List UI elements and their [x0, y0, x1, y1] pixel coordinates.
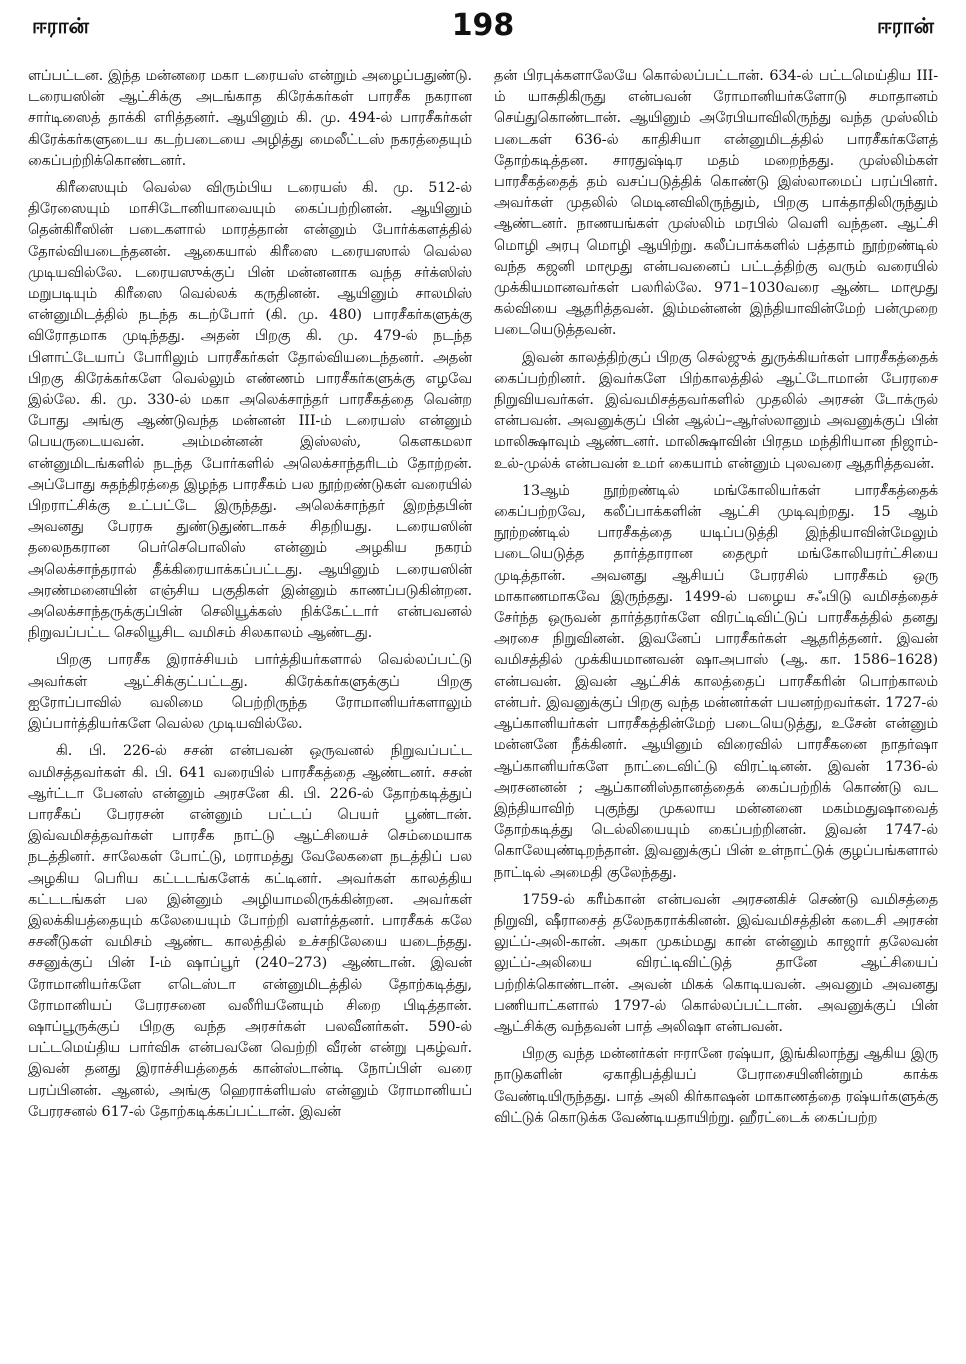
paragraph: ளப்பட்டன. இந்த மன்னரை மகா டரையஸ் என்றும் அழைப்பதுண்டு. டரையஸின் ஆட்சிக்கு அடங்காத கிரேக்கர்கள் பாரசீக நகரான சார்டிஸைத் தாக்கி எரித்தனர். ஆயினும் கி. மு. 494-ல் பாரசீகர்கள் கிரேக்கர்களுடைய கடற்படையை அழித்து மைலீட்டஸ் நகரத்தையும் கைப்பற்றிக்கொண்டனர். — [28, 68, 472, 169]
paragraph: பிறகு பாரசீக இராச்சியம் பார்த்தியர்களால் வெல்லப்பட்டு அவர்கள் ஆட்சிக்குட்பட்டது. கிரேக்கர்களுக்குப் பிறகு ஐரோப்பாவில் வலிமை பெற்றிருந்த ரோமானியர்களாலும் இப்பார்த்தியர்களே வெல்ல முடியவில்லே. — [28, 652, 472, 733]
paragraph: இவன் காலத்திற்குப் பிறகு செல்ஜுக் துருக்கியர்கள் பாரசீகத்தைக் கைப்பற்றினர். இவர்களே பிற்காலத்தில் ஆட்டோமான் பேரரசை நிறுவியவர்கள். இவ்வமிசத்தவர்களில் முதலில் அரசன் டோக்ருல் என்பவன். அவனுக்குப் பின் ஆல்ப்–ஆர்ஸ்லானும் அவனுக்குப் பின் மாலிக்ஷாவும் ஆண்டனர். மாலிக்ஷாவின் பிரதம மந்திரியான நிஜாம்-உல்-முல்க் என்பவன் உமர் கையாம் என்னும் புலவரை ஆதரித்தவன். — [494, 349, 938, 472]
page-number: 198 — [451, 8, 515, 43]
paragraph: தன் பிரபுக்களாலேயே கொல்லப்பட்டான். 634-ல் பட்டமெய்திய III-ம் யாசுதிகிருது என்பவன் ரோமானியர்களோடு சமாதானம் செய்துகொண்டான். ஆயினும் அரேபியாவிலிருந்து வந்த முஸ்லிம் படைகள் 636-ல் காதிசியா என்னுமிடத்தில் பாரசீகர்களேத் தோற்கடித்தன. சாரதுஷ்டிர மதம் மறைந்தது. முஸ்லிம்கள் பாரசீகத்தைத் தம் வசப்படுத்திக் கொண்டு இஸ்லாமைப் பரப்பினர். அவர்கள் முதலில் மெடினவிலிருந்தும், பிறகு பாக்தாதிலிருந்தும் ஆண்டனர். நாணயங்கள் முஸ்லிம் மரபில் வெளி வந்தன. ஆட்சி மொழி அரபு மொழி ஆயிற்று. கலீப்பாக்களில் பத்தாம் நூற்றண்டில் வந்த கஜனி மாமூது என்பவனைப் பட்டத்திற்கு வரும் வரையில் முக்கியமானவர்கள் பலரில்லே. 971–1030வரை ஆண்ட மாமூது கல்வியை ஆதரித்தவன். இம்மன்னன் இந்தியாவின்மேற் பன்முறை படையெடுத்தவன். — [494, 68, 938, 339]
right-column — [494, 66, 938, 1356]
page-header — [0, 0, 966, 60]
running-head-left: ஈரான் — [32, 14, 89, 38]
running-head-right: ஈரான் — [877, 14, 934, 38]
paragraph: பிறகு வந்த மன்னர்கள் ஈரானே ரஷ்யா, இங்கிலாந்து ஆகிய இரு நாடுகளின் ஏகாதிபத்தியப் பேராசையினின்றும் காக்க வேண்டியிருந்தது. பாத் அலி கிர்காஷன் மாகாணத்தை ரஷ்யர்களுக்கு விட்டுக் கொடுக்க வேண்டியதாயிற்று. ஹீரட்டைக் கைப்பற்ற — [494, 1046, 938, 1126]
paragraph: கி. பி. 226-ல் சசன் என்பவன் ஒருவனல் நிறுவப்பட்ட வமிசத்தவர்கள் கி. பி. 641 வரையில் பாரசீகத்தை ஆண்டனர். சசன் ஆர்ட்டா பேனஸ் என்னும் அரசனே கி. பி. 226-ல் தோற்கடித்துப் பாரசீகப் பேரரசன் என்னும் பட்டப் பெயர் பூண்டான். இவ்வமிசத்தவர்கள் பாரசீக நாட்டு ஆட்சியைச் செம்மையாக நடத்தினர். சாலேகள் போட்டு, மராமத்து வேலேகளை நடத்திப் பல அழகிய பெரிய கட்டடங்களேக் கட்டினர். அவர்கள் காலத்திய கட்டடங்கள் பல இன்னும் அழியாமலிருக்கின்றன. அவர்கள் இலக்கியத்தையும் கலேயையும் போற்றி வளர்த்தனர். பாரசீகக் கலே சசனீடுகள் வமிசம் ஆண்ட காலத்தில் உச்சநிலேயை யடைந்தது. சசனுக்குப் பின் I-ம் ஷாப்பூர் (240–273) ஆண்டான். இவன் ரோமானியர்களே எடெஸ்டா என்னுமிடத்தில் தோற்கடித்து, ரோமானியப் பேரரசனை வலீரியனேயும் சிறை பிடித்தான். ஷாப்பூருக்குப் பிறகு வந்த அரசர்கள் பலவீனர்கள். 590-ல் பட்டமெய்திய பார்விசு என்பவனே வெற்றி வீரன் என்று புகழ்வர். இவன் தனது இராச்சியத்தைக் கான்ஸ்டான்டி நோப்பிள் வரை பரப்பினன். ஆனல், அங்கு ஹெராக்ளியஸ் என்னும் ரோமானியப் பேரரசனல் 617-ல் தோற்கடிக்கப்பட்டான். இவன் — [28, 743, 472, 1120]
paragraph: கிரீஸையும் வெல்ல விரும்பிய டரையஸ் கி. மு. 512-ல் திரேஸையும் மாசிடோனியாவையும் கைப்பற்றினன். ஆயினும் தென்கிரீஸின் படைகளால் மாரத்தான் என்னும் போர்க்களத்தில் தோல்வியடைந்தனன். ஆகையால் கிரீஸை டரையஸால் வெல்ல முடியவில்லே. டரையஸுக்குப் பின் மன்னனாக வந்த சர்க்ஸிஸ் மறுபடியும் கிரீஸை வெல்லக் கருதினன். ஆயினும் சாலமிஸ் என்னுமிடத்தில் நடந்த கடற்போர் (கி. மு. 480) பாரசீகர்களுக்கு விரோதமாக முடிந்தது. அதன் பிறகு கி. மு. 479-ல் நடந்த பிளாட்டேயாப் போரிலும் பாரசீகர்கள் தோல்வியடைந்தனர். அதன் பிறகு கிரேக்கர்களே வெல்லும் எண்ணம் பாரசீகர்களுக்கு எழவே இல்லே. கி. மு. 330-ல் மகா அலெக்சாந்தர் பாரசீகத்தை வென்ற போது அங்கு ஆண்டுவந்த மன்னன் III-ம் டரையஸ் என்னும் பெயருடையவன். அம்மன்னன் இஸ்லஸ், கௌகமலா என்னுமிடங்களில் நடந்த போர்களில் அலெக்சாந்தரிடம் தோற்றன். அப்போது சுதந்திரத்தை இழந்த பாரசீகம் பல நூற்றண்டுகள் வரையில் பிறராட்சிக்கு உட்பட்டே இருந்தது. அலெக்சாந்தர் இறந்தபின் அவனது பேரரசு துண்டுதுண்டாகச் சிதறியது. டரையஸின் தலைநகரான பெர்செபொலிஸ் என்னும் அழகிய நகரம் அலெக்சாந்தரால் தீக்கிரையாக்கப்பட்டது. ஆயினும் டரையஸின் அரண்மனையின் எஞ்சிய பகுதிகள் இன்னும் காணப்படுகின்றன. அலெக்சாந்தருக்குப்பின் செலியூக்கஸ் நிக்கேட்டார் என்பவனல் நிறுவப்பட்ட செலியூசிட வமிசம் சிலகாலம் ஆண்டது. — [28, 180, 472, 642]
paragraph: 13ஆம் நூற்றண்டில் மங்கோலியர்கள் பாரசீகத்தைக் கைப்பற்றவே, கலீப்பாக்களின் ஆட்சி முடிவுற்றது. 15 ஆம் நூற்றண்டில் பாரசீகத்தை யடிப்படுத்தி இந்தியாவின்மேலும் படையெடுத்த தார்த்தாரான தைமூர் மங்கோலியரர்ட்சியை முடித்தான். அவனது ஆசியப் பேரரசில் பாரசீகம் ஒரு மாகாணமாகவே இருந்தது. 1499-ல் பழைய சஃபிடு வமிசத்தைச் சேர்ந்த ஒருவன் தார்த்தரர்களே விரட்டிவிட்டுப் பாரசீகத்தில் தனது அரசை நிறுவினன். இவனேப் பாரசீகர்கள் ஆதரித்தனர். இவன் வமிசத்தில் முக்கியமானவன் ஷாஅபாஸ் (ஆ. கா. 1586–1628) என்பவன். இவன் ஆட்சிக் காலத்தைப் பாரசீகரின் பொற்காலம் என்பர். இவனுக்குப் பிறகு வந்த மன்னர்கள் பயனற்றவர்கள். 1727-ல் ஆப்கானியர்கள் பாரசீகத்தின்மேற் படையெடுத்து, உசேன் என்னும் மன்னனே நீக்கினர். ஆயினும் விரைவில் பாரசீகனை நாதர்ஷா ஆப்கானியர்களே நாட்டைவிட்டு விரட்டினன். இவன் 1736-ல் அரசனனன் ; ஆப்கானிஸ்தானத்தைக் கைப்பற்றிக் கொண்டு வட இந்தியாவிற் புகுந்து முகலாய மன்னனை மகம்மதுஷாவைத் தோற்கடித்து டெல்லியையும் கைப்பற்றினன். இவன் 1747-ல் கொலேயுண்டிறந்தான். இவனுக்குப் பின் உள்நாட்டுக் குழப்பங்களால் நாட்டில் அமைதி குலேந்தது. — [494, 482, 938, 881]
paragraph: 1759-ல் கரீம்கான் என்பவன் அரசனகிச் செண்டு வமிசத்தை நிறுவி, ஷீராசைத் தலேநகராக்கினன். இவ்வமிசத்தின் கடைசி அரசன் லுட்ப்-அலி-கான். அகா முகம்மது கான் என்னும் காஜார் தலேவன் லுட்ப்-அலியை விரட்டிவிட்டுத் தானே ஆட்சியைப் பற்றிக்கொண்டான். அவன் மிகக் கொடியவன். அவனும் அவனது பணியாட்களால் 1797-ல் கொல்லப்பட்டான். அவனுக்குப் பின் ஆட்சிக்கு வந்தவன் பாத் அலிஷா என்பவன். — [494, 891, 938, 1035]
left-column — [28, 66, 472, 1356]
